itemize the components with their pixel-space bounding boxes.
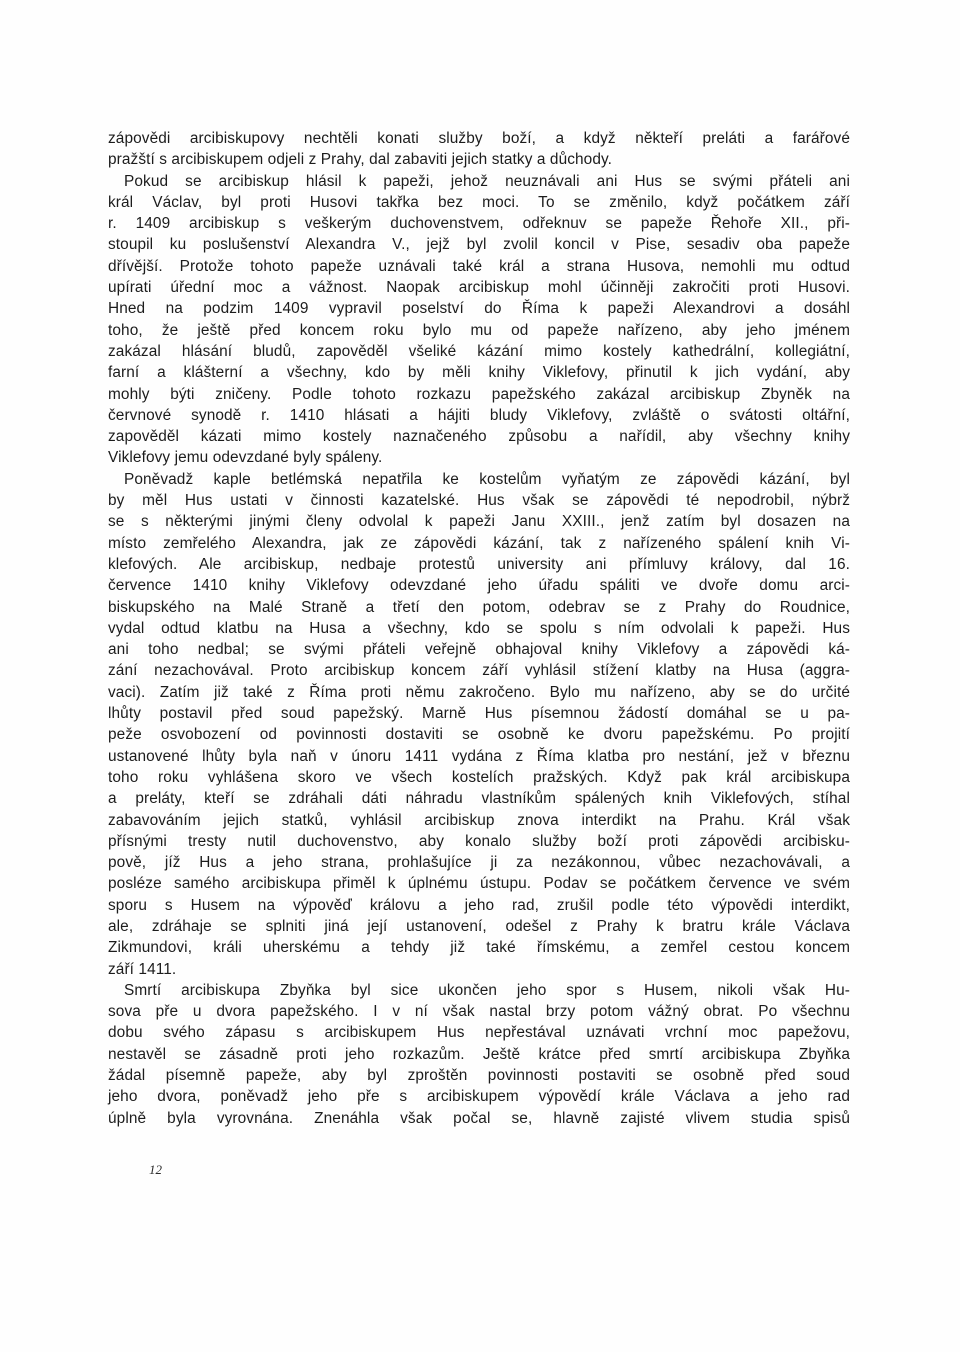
text-line: sova pře u dvora papežského. I v ní však nastal brzy potom vážný obrat. Po všechnu [108, 1003, 850, 1021]
text-line: sporu s Husem na výpověď královu a jeho rad, zrušil podle této výpovědi interdikt, [108, 896, 850, 914]
text-line: toho roku vyhlášena skoro ve všech kostelích pražských. Když pak král arcibiskupa [108, 768, 850, 786]
text-line: biskupského na Malé Straně a třetí den potom, odebrav se z Prahy do Roudnice, [108, 598, 850, 616]
text-line: upírati úřední moc a vážnost. Naopak arcibiskup mohl účinněji zakročiti proti Husovi. [108, 279, 850, 297]
text-line: žádal písemně papeže, aby byl zproštěn povinnosti postaviti se osobně před soud [108, 1067, 850, 1085]
text-line: zapověděl kázati mimo kostely naznačeného způsobu a nařídil, aby všechny knihy [108, 428, 850, 446]
text-line: stoupil ku poslušenství Alexandra V., jejž byl zvolil koncil v Pise, sesadiv oba papeže [108, 236, 850, 254]
text-line: r. 1409 arcibiskup s veškerým duchovenstvem, odřeknuv se papeže Řehoře XII., při- [108, 215, 850, 233]
text-line: zakázal hlásání bludů, zapověděl všeliké kázání mimo kostely kathedrální, kollegiátní, [108, 342, 850, 360]
text-line: toho, že ještě před koncem roku bylo mu od papeže nařízeno, aby jeho jménem [108, 321, 850, 339]
text-line: ale, zdráhaje se splniti jiná její ustanovení, odešel z Prahy k bratru krále Václava [108, 917, 850, 935]
text-line: vaci). Zatím již také z Říma proti němu zakročeno. Bylo mu nařízeno, aby se do určité [108, 683, 850, 701]
text-line: pově, jíž Hus a jeho strana, prohlašujíce ji za nezákonnou, vůbec nezachovávali, a [108, 854, 850, 872]
text-line: nestavěl se zásadně proti jeho rozkazům. Ještě krátce před smrtí arcibiskupa Zbyňka [108, 1045, 850, 1063]
text-line: Viklefovy jemu odevzdané byly spáleny. [108, 449, 383, 467]
text-line: Poněvadž kaple betlémská nepatřila ke kostelům vyňatým ze zápovědi kázání, byl [124, 470, 850, 488]
text-line: a preláty, kteří se zdráhali dáti náhradu vlastníkům spálených knih Viklefových, stíhal [108, 790, 850, 808]
text-line: Hned na podzim 1409 vypravil poselství do Říma k papeži Alexandrovi a dosáhl [108, 300, 850, 318]
text-line: dřívější. Protože tohoto papeže uznávali také král a strana Husova, nemohli mu odtud [108, 257, 850, 275]
text-line: vydal odtud klatbu na Husa a všechny, kdo se spolu s ním odvolali k papeži. Hus [108, 619, 850, 637]
text-line: září 1411. [108, 960, 177, 978]
text-line: ani toho nedbal; se svými přáteli veřejně obhajoval knihy Viklefovy a zápovědi ká- [108, 641, 850, 659]
body-text [108, 128, 850, 1129]
text-line: lhůty postavil před soud papežský. Marně Hus písemnou žádostí domáhal se u pa- [108, 705, 850, 723]
text-line: Pokud se arcibiskup hlásil k papeži, jehož neuznávali ani Hus se svými přáteli ani [124, 172, 850, 190]
text-line: července 1410 knihy Viklefovy odevzdané jeho úřadu spáliti ve dvoře domu arci- [108, 577, 850, 595]
page-number: 12 [149, 1162, 162, 1177]
text-line: klefových. Ale arcibiskup, nedbaje protestů university ani přímluvy královy, dal 16. [108, 555, 850, 573]
text-line: dobu svého zápasu s arcibiskupem Hus nepřestával uznávati vrchní moc papežovu, [108, 1024, 850, 1042]
text-line: mohly býti zničeny. Podle tohoto rozkazu papežského zakázal arcibiskup Zbyněk na [108, 385, 850, 403]
text-line: zápovědi arcibiskupovy nechtěli konati služby boží, a když někteří preláti a farářové [108, 130, 850, 147]
text-line: zabavováním jejich statků, vyhlásil arcibiskup znova interdikt na Prahu. Král však [108, 811, 850, 829]
text-line: posléze samého arcibiskupa přiměl k úplnému ústupu. Podav se počátkem července ve svém [108, 875, 850, 893]
text-line: místo zemřelého Alexandra, jak ze zápovědi kázání, tak z nařízeného spálení knih Vi- [108, 534, 850, 552]
text-line: Zikmundovi, králi uherskému a tehdy již také římskému, a zemřel cestou koncem [108, 939, 850, 957]
text-line: král Václav, byl proti Husovi takřka bez moci. To se změnilo, když počátkem září [108, 193, 850, 211]
text-line: Smrtí arcibiskupa Zbyňka byl sice ukončen jeho spor s Husem, nikoli však Hu- [124, 981, 850, 999]
text-line: farní a klášterní a všechny, kdo by měli knihy Viklefovy, přinutil k jich vydání, aby [108, 364, 850, 382]
text-line: pražští s arcibiskupem odjeli z Prahy, dal zabaviti jejich statky a důchody. [108, 151, 613, 169]
text-line: jeho dvora, poněvadž jeho pře s arcibiskupem výpovědí krále Václava a jeho rad [108, 1088, 850, 1106]
text-line: přísnými tresty nutil duchovenstvo, aby konalo služby boží proti zápovědi arcibisku- [108, 832, 850, 850]
text-line: zání nezachovával. Proto arcibiskup koncem září vyhlásil stížení klatby na Husa (aggra- [108, 662, 850, 680]
text-line: se s některými jinými členy odvolal k papeži Janu XXIII., jenž zatím byl dosazen na [108, 513, 850, 531]
text-line: červnové synodě r. 1410 hlásati a hájiti bludy Viklefovy, zvláště o svátosti oltářní, [108, 406, 850, 424]
text-line: peže osvobození od povinnosti dostaviti se osobně ke dvoru papežskému. Po projití [108, 726, 850, 744]
text-line: úplně byla vyrovnána. Znenáhla však počal se, hlavně zajisté vlivem studia spisů [108, 1109, 850, 1127]
text-line: by měl Hus ustati v činnosti kazatelské. Hus však se zápovědi té nepodrobil, nýbrž [108, 492, 850, 510]
text-line: ustanovené lhůty byla naň v únoru 1411 vydána z Říma klatba pro nestání, jež v březnu [108, 747, 850, 765]
